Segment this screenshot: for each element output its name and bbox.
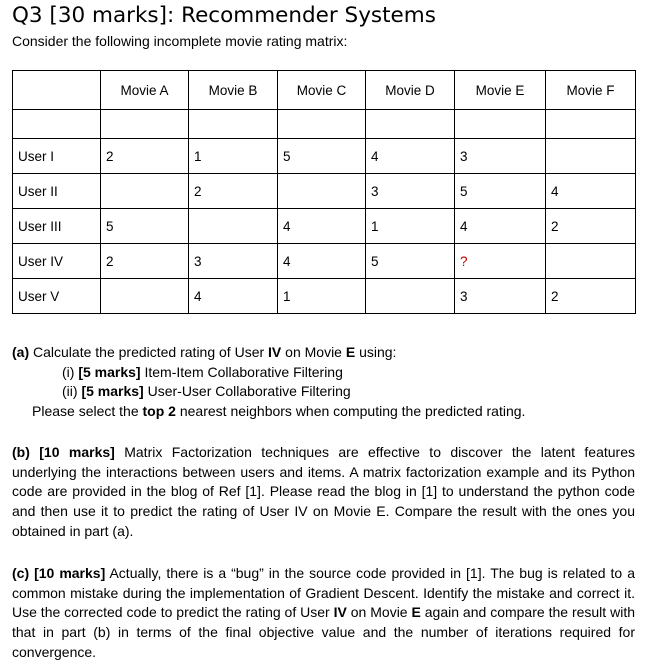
table-row xyxy=(13,139,636,174)
rating-cell: 2 xyxy=(546,209,636,244)
rating-cell: 3 xyxy=(455,139,546,174)
rating-cell xyxy=(546,139,636,174)
column-header: Movie C xyxy=(278,71,366,110)
question-title: Q3 [30 marks]: Recommender Systems xyxy=(12,3,436,28)
rating-cell: 2 xyxy=(101,139,189,174)
column-header: Movie D xyxy=(366,71,455,110)
table-row xyxy=(13,209,636,244)
rating-cell: 3 xyxy=(366,174,455,209)
part-a-question: (a) Calculate the predicted rating of User IV on Movie E using: xyxy=(12,344,397,360)
rating-cell: 1 xyxy=(278,279,366,314)
rating-cell: 2 xyxy=(546,279,636,314)
matrix-header-row xyxy=(13,71,636,110)
table-row xyxy=(13,174,636,209)
part-a-note: Please select the top 2 nearest neighbors when computing the predicted rating. xyxy=(32,403,526,420)
rating-cell: 3 xyxy=(189,244,278,279)
rating-cell xyxy=(546,244,636,279)
column-header: Movie B xyxy=(189,71,278,110)
rating-cell: 5 xyxy=(278,139,366,174)
part-a xyxy=(12,343,635,422)
user-label: User I xyxy=(13,139,101,174)
rating-cell: 4 xyxy=(278,244,366,279)
unknown-rating-cell: ? xyxy=(455,244,546,279)
part-b xyxy=(12,443,635,542)
part-a-label: (a) xyxy=(12,344,30,360)
rating-cell: 4 xyxy=(366,139,455,174)
user-label: User III xyxy=(13,209,101,244)
rating-cell: 2 xyxy=(101,244,189,279)
part-b-label: (b) [10 marks] xyxy=(12,444,115,460)
table-row xyxy=(13,279,636,314)
column-header: Movie E xyxy=(455,71,546,110)
rating-cell: 5 xyxy=(366,244,455,279)
rating-cell xyxy=(278,174,366,209)
question-subtitle: Consider the following incomplete movie rating matrix: xyxy=(12,33,348,49)
rating-cell: 5 xyxy=(101,209,189,244)
rating-cell xyxy=(101,174,189,209)
rating-cell: 4 xyxy=(189,279,278,314)
user-label: User V xyxy=(13,279,101,314)
rating-cell: 4 xyxy=(278,209,366,244)
rating-cell: 4 xyxy=(546,174,636,209)
rating-cell xyxy=(189,209,278,244)
column-header: Movie F xyxy=(546,71,636,110)
rating-cell xyxy=(101,279,189,314)
part-c-label: (c) [10 marks] xyxy=(12,565,106,581)
rating-matrix xyxy=(12,70,636,314)
part-b-text: Matrix Factorization techniques are effective to discover the latent features underlying the interactions between users and items. A matrix factorization example and its Python code are provided in the blog of Ref [1]. Please read the blog in [1] to understand the python code and then use it to predict the rating of User IV on Movie E. Compare the result with the ones you obtained in part (a). xyxy=(12,444,635,539)
user-label: User II xyxy=(13,174,101,209)
rating-cell: 1 xyxy=(189,139,278,174)
matrix-spacer-row xyxy=(13,110,636,139)
rating-cell: 2 xyxy=(189,174,278,209)
matrix-corner-cell xyxy=(13,71,101,110)
part-a-item-i: (i) [5 marks] Item-Item Collaborative Filtering xyxy=(62,363,343,380)
rating-cell: 3 xyxy=(455,279,546,314)
column-header: Movie A xyxy=(101,71,189,110)
rating-cell: 1 xyxy=(366,209,455,244)
table-row xyxy=(13,244,636,279)
user-label: User IV xyxy=(13,244,101,279)
rating-cell: 4 xyxy=(455,209,546,244)
part-a-item-ii: (ii) [5 marks] User-User Collaborative Filtering xyxy=(62,383,351,400)
rating-cell xyxy=(366,279,455,314)
part-c: (c) [10 marks] Actually, there is a “bug” in the source code provided in [1]. The bug is related to a common mistake during the implementation of Gradient Descent. Identify the mistake and correct it. Use the corrected code to predict the rating of User IV on Movie E again and compare the result with that in part (b) in terms of the final objective value and the number of iterations required for convergence. xyxy=(12,565,635,660)
rating-cell: 5 xyxy=(455,174,546,209)
